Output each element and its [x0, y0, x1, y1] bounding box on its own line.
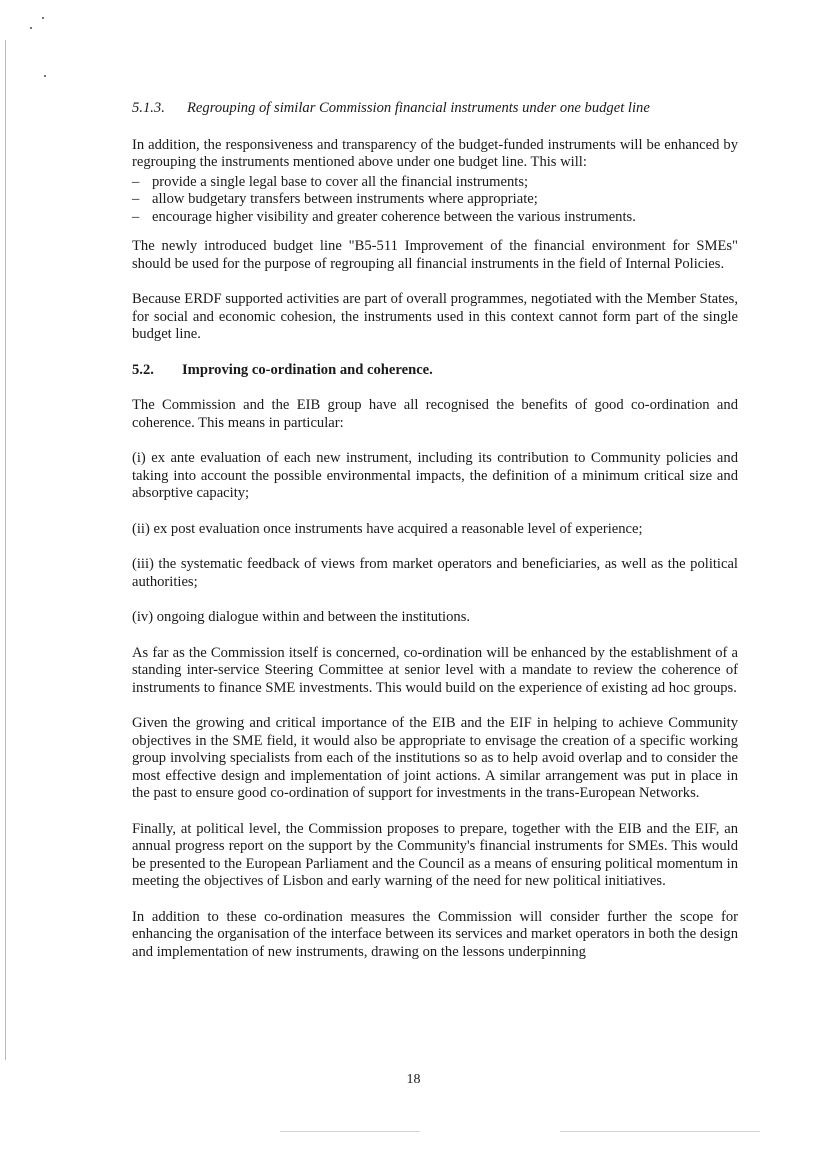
intro-paragraph: In addition, the responsiveness and transparency of the budget-funded instruments will be enhanced by regrouping the instruments mentioned above under one budget line. This will: [132, 136, 738, 170]
numbered-item: (iii) the systematic feedback of views from market operators and beneficiaries, as well as the political authorities; [132, 556, 738, 590]
scan-speck [44, 75, 46, 77]
scan-speck [42, 17, 44, 19]
scan-bottom-noise [560, 1131, 760, 1132]
subsection-title: Regrouping of similar Commission financial instruments under one budget line [187, 100, 650, 116]
numbered-item: (iv) ongoing dialogue within and between the institutions. [132, 609, 471, 625]
dash-marker: – [132, 191, 140, 207]
scan-margin-line [5, 40, 6, 1060]
section-heading [132, 362, 738, 380]
bullet-list [132, 174, 738, 227]
list-item [132, 174, 738, 192]
paragraph-commission-eib: The Commission and the EIB group have all recognised the benefits of good co-ordination and coherence. This means in particular: [132, 397, 738, 431]
list-item-text: provide a single legal base to cover all the financial instruments; [152, 173, 529, 190]
numbered-item: (i) ex ante evaluation of each new instrument, including its contribution to Community policies and taking into account the possible environmental impacts, the definition of a minimum critical size and absorptive capacity; [132, 450, 738, 501]
subsection-heading [132, 100, 738, 118]
paragraph-political-level: Finally, at political level, the Commission proposes to prepare, together with the EIB and the EIF, an annual progress report on the support by the Community's financial instruments for SMEs. This would be presented to the European Parliament and the Council as a means of ensuring political momentum in meeting the objectives of Lisbon and early warning of the need for new political initiatives. [132, 820, 738, 889]
list-item-text: allow budgetary transfers between instruments where appropriate; [152, 191, 538, 207]
numbered-item: (ii) ex post evaluation once instruments have acquired a reasonable level of experience; [132, 520, 643, 537]
paragraph-steering-committee: As far as the Commission itself is concerned, co-ordination will be enhanced by the establishment of a standing inter-service Steering Committee at senior level with a mandate to review the coherence of instruments to finance SME investments. This would build on the experience of existing ad hoc groups. [132, 644, 738, 696]
paragraph-additional-measures: In addition to these co-ordination measures the Commission will consider further the scope for enhancing the organisation of the interface between its services and market operators in both the design and implementation of new instruments, drawing on the lessons underpinning [132, 908, 738, 960]
page-number: 18 [406, 1072, 421, 1087]
list-item [132, 209, 738, 227]
list-item-text: encourage higher visibility and greater coherence between the various instruments. [152, 208, 636, 225]
subsection-number: 5.1.3. [132, 100, 165, 116]
paragraph-working-group: Given the growing and critical importance of the EIB and the EIF in helping to achieve Community objectives in the SME field, it would also be appropriate to envisage the creation of a specific working group involving specialists from each of the institutions so as to help avoid overlap and to consider the most effective design and implementation of joint actions. A similar arrangement was put in place in the past to ensure good co-ordination of support for investments in the trans-European Networks. [132, 715, 738, 801]
paragraph-budget-line: The newly introduced budget line "B5-511 Improvement of the financial environment for SMEs" should be used for the purpose of regrouping all financial instruments in the field of Internal Policies. [132, 238, 738, 272]
section-number: 5.2. [132, 361, 154, 378]
paragraph-erdf: Because ERDF supported activities are part of overall programmes, negotiated with the Member States, for social and economic cohesion, the instruments used in this context cannot form part of the single budget line. [132, 291, 738, 342]
scan-speck [30, 27, 32, 29]
document-page [132, 100, 738, 961]
section-title: Improving co-ordination and coherence. [182, 361, 433, 378]
dash-marker: – [132, 173, 140, 190]
dash-marker: – [132, 208, 140, 225]
list-item [132, 191, 738, 209]
scan-bottom-noise [280, 1131, 420, 1132]
